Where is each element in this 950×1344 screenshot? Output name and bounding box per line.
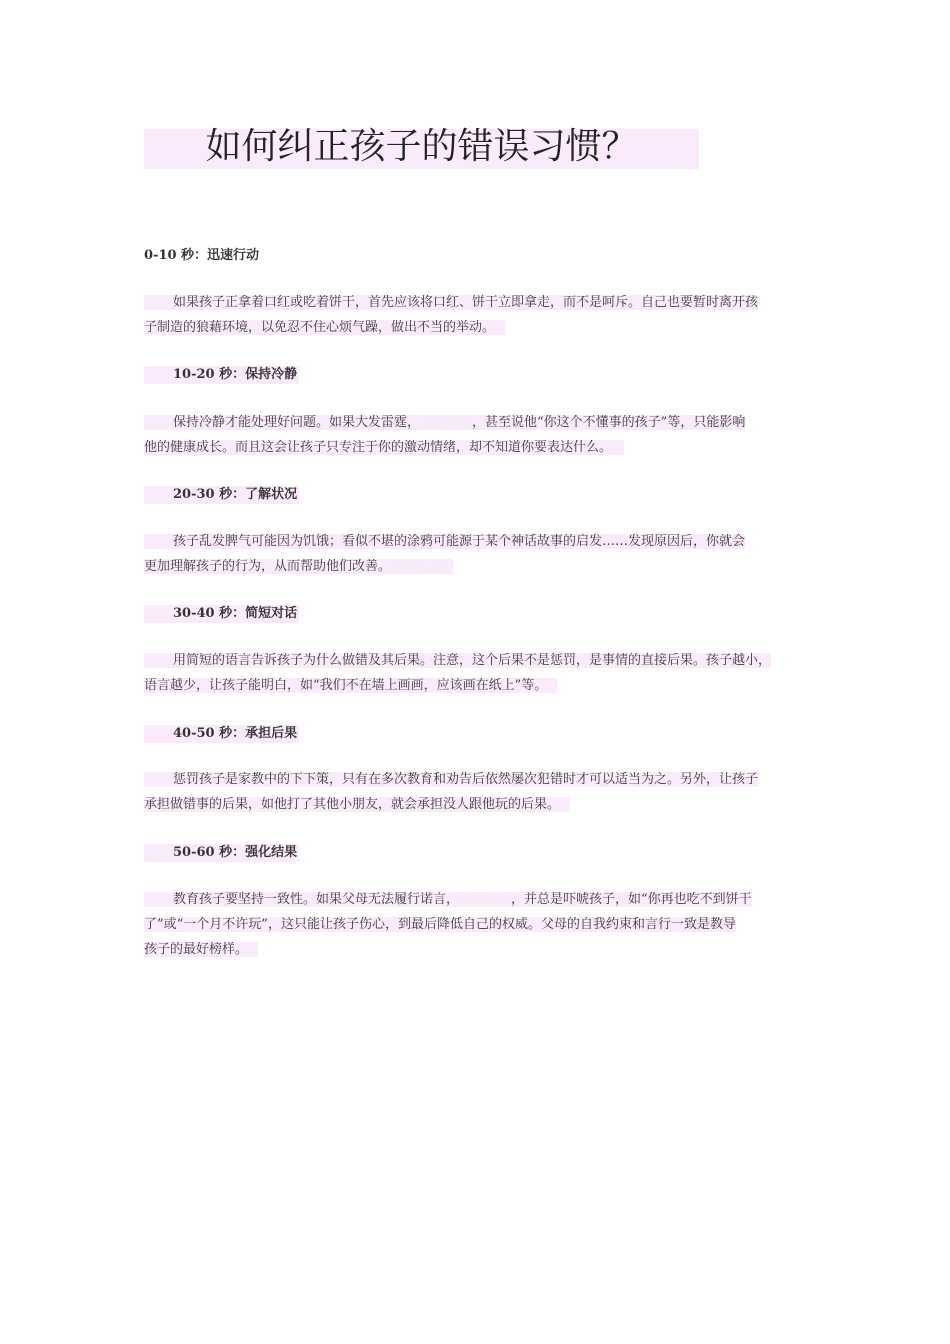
section-paragraph-10-20 bbox=[144, 410, 808, 460]
page-title: 如何纠正孩子的错误习惯？ bbox=[205, 126, 638, 167]
section-paragraph-0-10 bbox=[144, 290, 808, 340]
paragraph-line: 更加理解孩子的行为，从而帮助他们改善。 bbox=[144, 559, 392, 574]
section-paragraph-30-40 bbox=[144, 648, 808, 698]
paragraph-line: 惩罚孩子是家教中的下下策，只有在多次教育和劝告后依然屡次犯错时才可以适当为之。另外，让孩子 bbox=[173, 772, 759, 787]
section-heading-30-40: 30-40 秒：简短对话 bbox=[144, 605, 299, 623]
section-heading-0-10: 0-10 秒：迅速行动 bbox=[144, 248, 260, 263]
paragraph-line: 孩子的最好榜样。 bbox=[144, 942, 249, 957]
paragraph-line: 子制造的狼藉环境，以免忍不住心烦气躁，做出不当的举动。 bbox=[144, 320, 496, 335]
section-heading-40-50: 40-50 秒：承担后果 bbox=[144, 725, 299, 743]
paragraph-line: 了”或“一个月不许玩”，这只能让孩子伤心，到最后降低自己的权威。父母的自我约束和言行一致是教导 bbox=[144, 917, 736, 932]
paragraph-line: 教育孩子要坚持一致性。如果父母无法履行诺言， bbox=[173, 892, 460, 907]
paragraph-line: ，并总是吓唬孩子，如“你再也吃不到饼干 bbox=[511, 892, 752, 907]
title-highlight bbox=[144, 126, 699, 169]
section-paragraph-50-60 bbox=[144, 887, 808, 962]
section-heading-50-60: 50-60 秒：强化结果 bbox=[144, 844, 299, 862]
faint-text: 大声训斥 bbox=[420, 415, 473, 430]
paragraph-line: 保持冷静才能处理好问题。如果大发雷霆， bbox=[173, 415, 421, 430]
section-paragraph-20-30 bbox=[144, 529, 808, 579]
paragraph-line: 用简短的语言告诉孩子为什么做错及其后果。注意，这个后果不是惩罚，是事情的直接后果。孩子越小， bbox=[173, 653, 772, 668]
paragraph-line: 如果孩子正拿着口红或吃着饼干，首先应该将口红、饼干立即拿走，而不是呵斥。自己也要暂时离开孩 bbox=[173, 295, 759, 310]
faint-text: 说到做到 bbox=[459, 892, 512, 907]
paragraph-line: 他的健康成长。而且这会让孩子只专注于你的激动情绪，却不知道你要表达什么。 bbox=[144, 440, 613, 455]
paragraph-line: ，甚至说他“你这个不懂事的孩子”等，只能影响 bbox=[472, 415, 746, 430]
paragraph-line: 承担做错事的后果，如他打了其他小朋友，就会承担没人跟他玩的后果。 bbox=[144, 797, 561, 812]
section-paragraph-40-50 bbox=[144, 767, 808, 817]
section-heading-20-30: 20-30 秒：了解状况 bbox=[144, 486, 299, 504]
faint-text: 不再训斥 bbox=[391, 559, 444, 574]
paragraph-line: 语言越少，让孩子能明白，如“我们不在墙上画画，应该画在纸上”等。 bbox=[144, 678, 548, 693]
section-heading-10-20: 10-20 秒：保持冷静 bbox=[144, 366, 299, 384]
paragraph-line: 孩子乱发脾气可能因为饥饿；看似不堪的涂鸦可能源于某个神话故事的启发……发现原因后，你就会 bbox=[173, 534, 746, 549]
